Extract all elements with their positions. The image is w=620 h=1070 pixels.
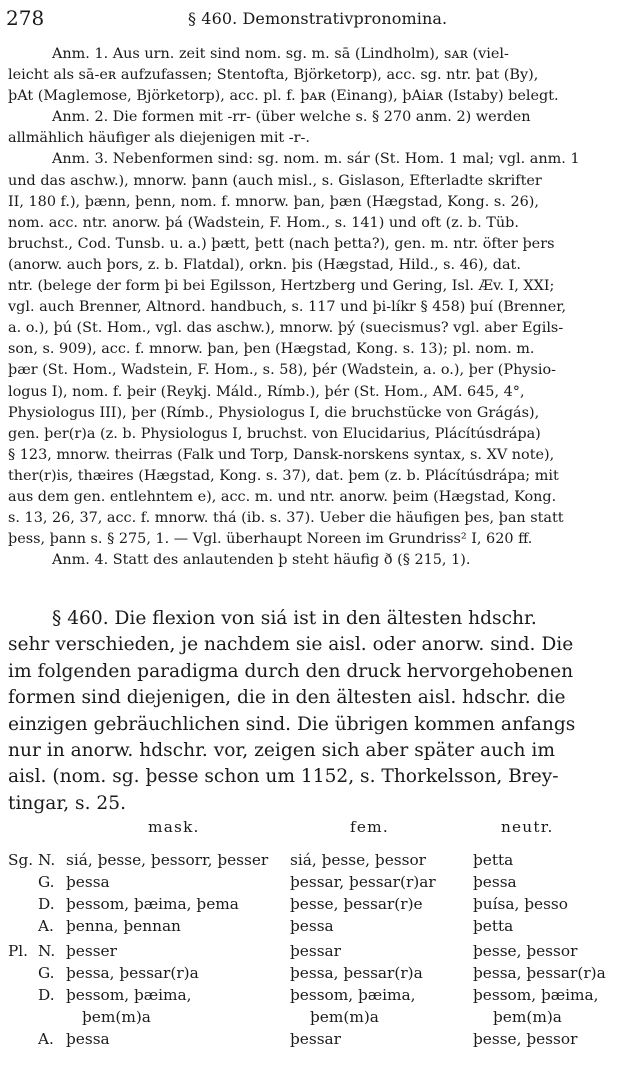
- fem-form: þessom, þæima,: [290, 986, 416, 1004]
- mask-form: þenna, þennan: [66, 917, 181, 935]
- paradigm-row: [8, 895, 612, 917]
- mask-form: þessom, þæima, þema: [66, 895, 239, 913]
- main-paragraph: [8, 606, 608, 817]
- note-line: nom. acc. ntr. anorw. þá (Wadstein, F. Hom., s. 141) und oft (z. b. Tüb.: [8, 214, 519, 231]
- note-line: þess, þann s. § 275, 1. — Vgl. überhaupt Noreen im Grundriss² I, 620 ff.: [8, 531, 533, 548]
- mask-form: þem(m)a: [82, 1008, 151, 1026]
- fem-form: þessar, þessar(r)ar: [290, 873, 436, 891]
- paradigm-row: [8, 1030, 612, 1052]
- mask-form: þessa: [66, 873, 110, 891]
- neutr-form: þem(m)a: [493, 1008, 562, 1026]
- note-line: son, s. 909), acc. f. mnorw. þan, þen (Hægstad, Kong. s. 13); pl. nom. m.: [8, 341, 535, 358]
- number-label: Pl.: [8, 942, 29, 960]
- page-number: 278: [6, 6, 45, 30]
- note-line: gen. þer(r)a (z. b. Physiologus I, bruchst. von Elucidarius, Plácítúsdrápa): [8, 425, 541, 442]
- note-line: ntr. (belege der form þi bei Egilsson, Hertzberg und Gering, Isl. Æv. I, XXI;: [8, 278, 555, 295]
- running-title: § 460. Demonstrativpronomina.: [188, 9, 448, 28]
- neutr-form: þuísa, þesso: [473, 895, 568, 913]
- paragraph-line: formen sind diejenigen, die in den ältesten aisl. hdschr. die: [8, 687, 566, 709]
- paradigm-row: [8, 917, 612, 939]
- neutr-form: þetta: [473, 851, 514, 869]
- note-line: bruchst., Cod. Tunsb. u. a.) þætt, þett (nach þetta?), gen. m. ntr. öfter þers: [8, 235, 555, 252]
- fem-form: þessar: [290, 1030, 341, 1048]
- note-line: Anm. 2. Die formen mit -rr- (über welche s. § 270 anm. 2) werden: [52, 109, 531, 126]
- paragraph-line: nur in anorw. hdschr. vor, zeigen sich aber später auch im: [8, 740, 555, 762]
- case-label: A.: [38, 1030, 54, 1048]
- note-line: und das aschw.), mnorw. þann (auch misl., s. Gislason, Efterladte skrifter: [8, 172, 542, 189]
- column-header-mask: mask.: [148, 818, 200, 836]
- neutr-form: þessa, þessar(r)a: [473, 964, 606, 982]
- note-1: [8, 44, 608, 107]
- neutr-form: þesse, þessor: [473, 942, 578, 960]
- mask-form: siá, þesse, þessorr, þesser: [66, 851, 269, 869]
- notes-block: [8, 44, 608, 571]
- case-label: D.: [38, 986, 55, 1004]
- neutr-form: þessom, þæima,: [473, 986, 599, 1004]
- mask-form: þessa: [66, 1030, 110, 1048]
- case-label: N.: [38, 942, 56, 960]
- note-line: (anorw. auch þors, z. b. Flatdal), orkn. þis (Hægstad, Hild., s. 46), dat.: [8, 256, 521, 273]
- note-label: Anm. 4.: [52, 552, 109, 569]
- number-label: Sg.: [8, 851, 34, 869]
- paragraph-line: § 460. Die flexion von siá ist in den ältesten hdschr.: [52, 608, 537, 629]
- note-line: leicht als sā-eʀ aufzufassen; Stentofta, Björketorp), acc. sg. ntr. þat (By),: [8, 67, 539, 84]
- note-line: a. o.), þú (St. Hom., vgl. das aschw.), mnorw. þý (suecismus? vgl. aber Egils-: [8, 320, 564, 337]
- note-line: þær (St. Hom., Wadstein, F. Hom., s. 58), þér (Wadstein, a. o.), þer (Physio-: [8, 362, 556, 379]
- note-line: Anm. 3. Nebenformen sind: sg. nom. m. sár (St. Hom. 1 mal; vgl. anm. 1: [52, 151, 580, 168]
- note-2: [8, 107, 608, 149]
- paragraph-line: tingar, s. 25.: [8, 792, 126, 814]
- column-header-fem: fem.: [350, 818, 389, 836]
- neutr-form: þesse, þessor: [473, 1030, 578, 1048]
- case-label: G.: [38, 964, 55, 982]
- page-header: [6, 6, 606, 36]
- note-label: Anm. 1.: [52, 46, 109, 62]
- mask-form: þesser: [66, 942, 117, 960]
- neutr-form: þessa: [473, 873, 517, 891]
- fem-form: þessar: [290, 942, 341, 960]
- note-line: s. 13, 26, 37, acc. f. mnorw. thá (ib. s. 37). Ueber die häufigen þes, þan statt: [8, 510, 564, 527]
- note-label: Anm. 3.: [52, 151, 109, 168]
- paragraph-line: im folgenden paradigma durch den druck hervorgehobenen: [8, 660, 574, 682]
- paradigm-row: [8, 964, 612, 986]
- note-4: [8, 550, 608, 571]
- case-label: G.: [38, 873, 55, 891]
- column-header-neutr: neutr.: [501, 818, 554, 836]
- note-line: ther(r)is, thæires (Hægstad, Kong. s. 37), dat. þem (z. b. Plácítúsdrápa; mit: [8, 467, 559, 484]
- paradigm-row: [8, 873, 612, 895]
- note-line: vgl. auch Brenner, Altnord. handbuch, s. 117 und þi-líkr § 458) þuí (Brenner,: [8, 299, 567, 316]
- note-line: § 123, mnorw. theirras (Falk und Torp, Dansk-norskens syntax, s. XV note),: [8, 446, 555, 463]
- case-label: A.: [38, 917, 54, 935]
- paradigm-row: [8, 942, 612, 964]
- paradigm-header-row: [8, 818, 612, 840]
- fem-form: þessa: [290, 917, 334, 935]
- fem-form: þem(m)a: [310, 1008, 379, 1026]
- paradigm-row: [8, 1008, 612, 1030]
- note-line: Physiologus III), þer (Rímb., Physiologus I, die bruchstücke von Grágás),: [8, 404, 540, 421]
- note-line: þAt (Maglemose, Björketorp), acc. pl. f. þᴀʀ (Einang), þAiᴀʀ (Istaby) belegt.: [8, 88, 559, 105]
- fem-form: siá, þesse, þessor: [290, 851, 426, 869]
- paradigm-row: [8, 851, 612, 873]
- paragraph-line: sehr verschieden, je nachdem sie aisl. oder anorw. sind. Die: [8, 634, 574, 656]
- case-label: D.: [38, 895, 55, 913]
- fem-form: þesse, þessar(r)e: [290, 895, 423, 913]
- case-label: N.: [38, 851, 56, 869]
- note-line: Anm. 1. Aus urn. zeit sind nom. sg. m. sā (Lindholm), sᴀʀ (viel-: [52, 46, 509, 62]
- note-label: Anm. 2.: [52, 109, 109, 126]
- neutr-form: þetta: [473, 917, 514, 935]
- note-line: II, 180 f.), þænn, þenn, nom. f. mnorw. þan, þæn (Hægstad, Kong. s. 26),: [8, 193, 539, 210]
- paragraph-line: einzigen gebräuchlichen sind. Die übrigen kommen anfangs: [8, 713, 576, 735]
- note-line: logus I), nom. f. þeir (Reykj. Máld., Rímb.), þér (St. Hom., AM. 645, 4°,: [8, 383, 525, 400]
- mask-form: þessom, þæima,: [66, 986, 192, 1004]
- fem-form: þessa, þessar(r)a: [290, 964, 423, 982]
- note-line: allmählich häufiger als diejenigen mit -r-.: [8, 130, 310, 147]
- paragraph-line: aisl. (nom. sg. þesse schon um 1152, s. Thorkelsson, Brey-: [8, 766, 559, 788]
- mask-form: þessa, þessar(r)a: [66, 964, 199, 982]
- note-line: Anm. 4. Statt des anlautenden þ steht häufig ð (§ 215, 1).: [52, 552, 471, 569]
- paradigm-row: [8, 986, 612, 1008]
- note-3: [8, 149, 608, 550]
- note-line: aus dem gen. entlehntem e), acc. m. und ntr. anorw. þeim (Hægstad, Kong.: [8, 488, 557, 505]
